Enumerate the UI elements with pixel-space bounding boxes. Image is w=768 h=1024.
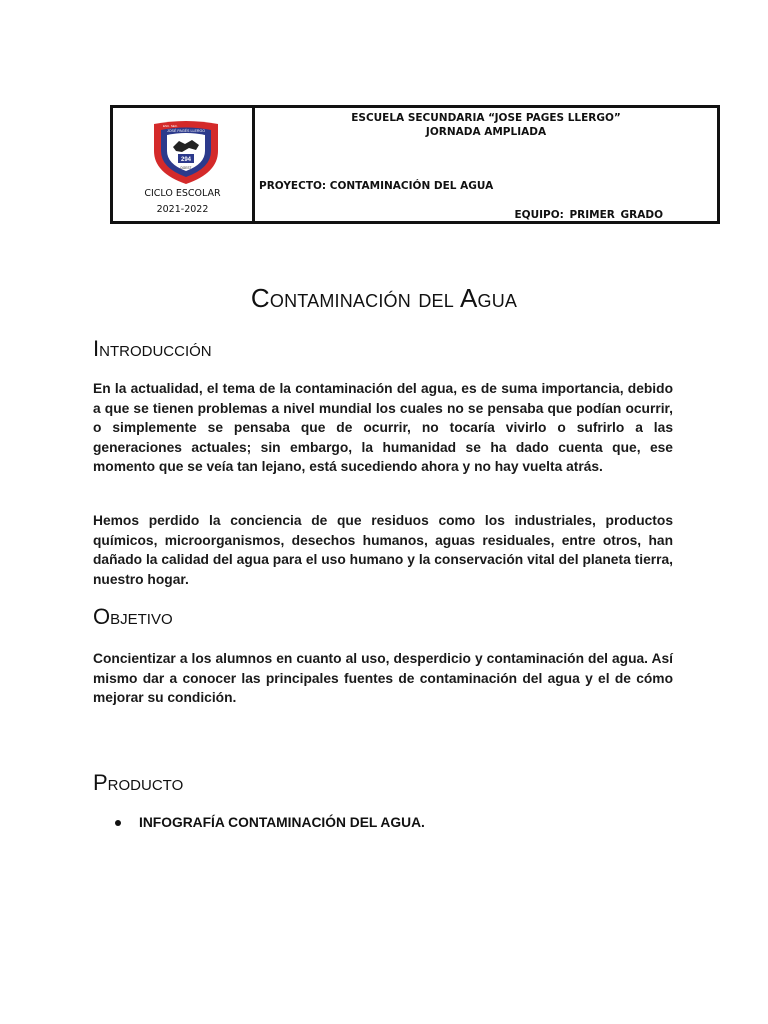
bullet-icon <box>115 820 121 826</box>
cycle-label: CICLO ESCOLAR <box>144 188 221 199</box>
introduction-paragraph-2: Hemos perdido la conciencia de que residuos como los industriales, productos químicos, microorganismos, desechos humanos, aguas residuales, entre otros, han dañado la calidad del agua para el uso humano y la conservación vital del planeta tierra, nuestro hogar. <box>93 513 673 587</box>
team-label: EQUIPO: PRIMER GRADO <box>514 209 663 221</box>
header-table <box>110 105 720 224</box>
logo-number-text: 294 <box>180 157 192 163</box>
school-shift: JORNADA AMPLIADA <box>425 126 547 138</box>
product-item-label: INFOGRAFÍA CONTAMINACIÓN DEL AGUA. <box>139 815 425 830</box>
school-heading <box>255 111 717 139</box>
objective-paragraph: Concientizar a los alumnos en cuanto al uso, desperdicio y contaminación del agua. Así mismo dar a conocer las principales fuentes de contaminación del agua y el de cómo mejorar su condición. <box>93 651 673 705</box>
info-cell <box>255 108 717 221</box>
project-name: PROYECTO: CONTAMINACIÓN DEL AGUA <box>259 180 494 192</box>
list-item <box>115 815 425 830</box>
product-heading: Producto <box>93 770 184 795</box>
introduction-heading: Introducción <box>93 336 212 361</box>
logo-esc-text: ESC. SEC. <box>163 124 178 128</box>
school-cycle <box>113 186 252 218</box>
cycle-years: 2021-2022 <box>156 204 209 215</box>
school-name: ESCUELA SECUNDARIA “JOSE PAGES LLERGO” <box>351 112 621 124</box>
school-shield-logo <box>151 121 221 185</box>
logo-cell <box>113 108 255 221</box>
product-list <box>115 815 425 830</box>
logo-dgest-text: DGEST <box>180 166 192 170</box>
introduction-paragraph-1: En la actualidad, el tema de la contaminación del agua, es de suma importancia, debido a que se tienen problemas a nivel mundial los cuales no se pensaba que podían ocurrir, o simplemente se pensaba que de ocurrir, no tocaría vivirlo o sufrirlo a las generaciones actuales; sin embargo, la humanidad se ha dado cuenta que, ese momento que se veía tan lejano, está sucediendo ahora y no hay vuelta atrás. <box>93 381 673 474</box>
objective-heading: Objetivo <box>93 604 173 629</box>
logo-school-text: JOSÉ PAGÉS LLERGO <box>166 129 206 133</box>
document-title: Contaminación del Agua <box>250 283 518 313</box>
